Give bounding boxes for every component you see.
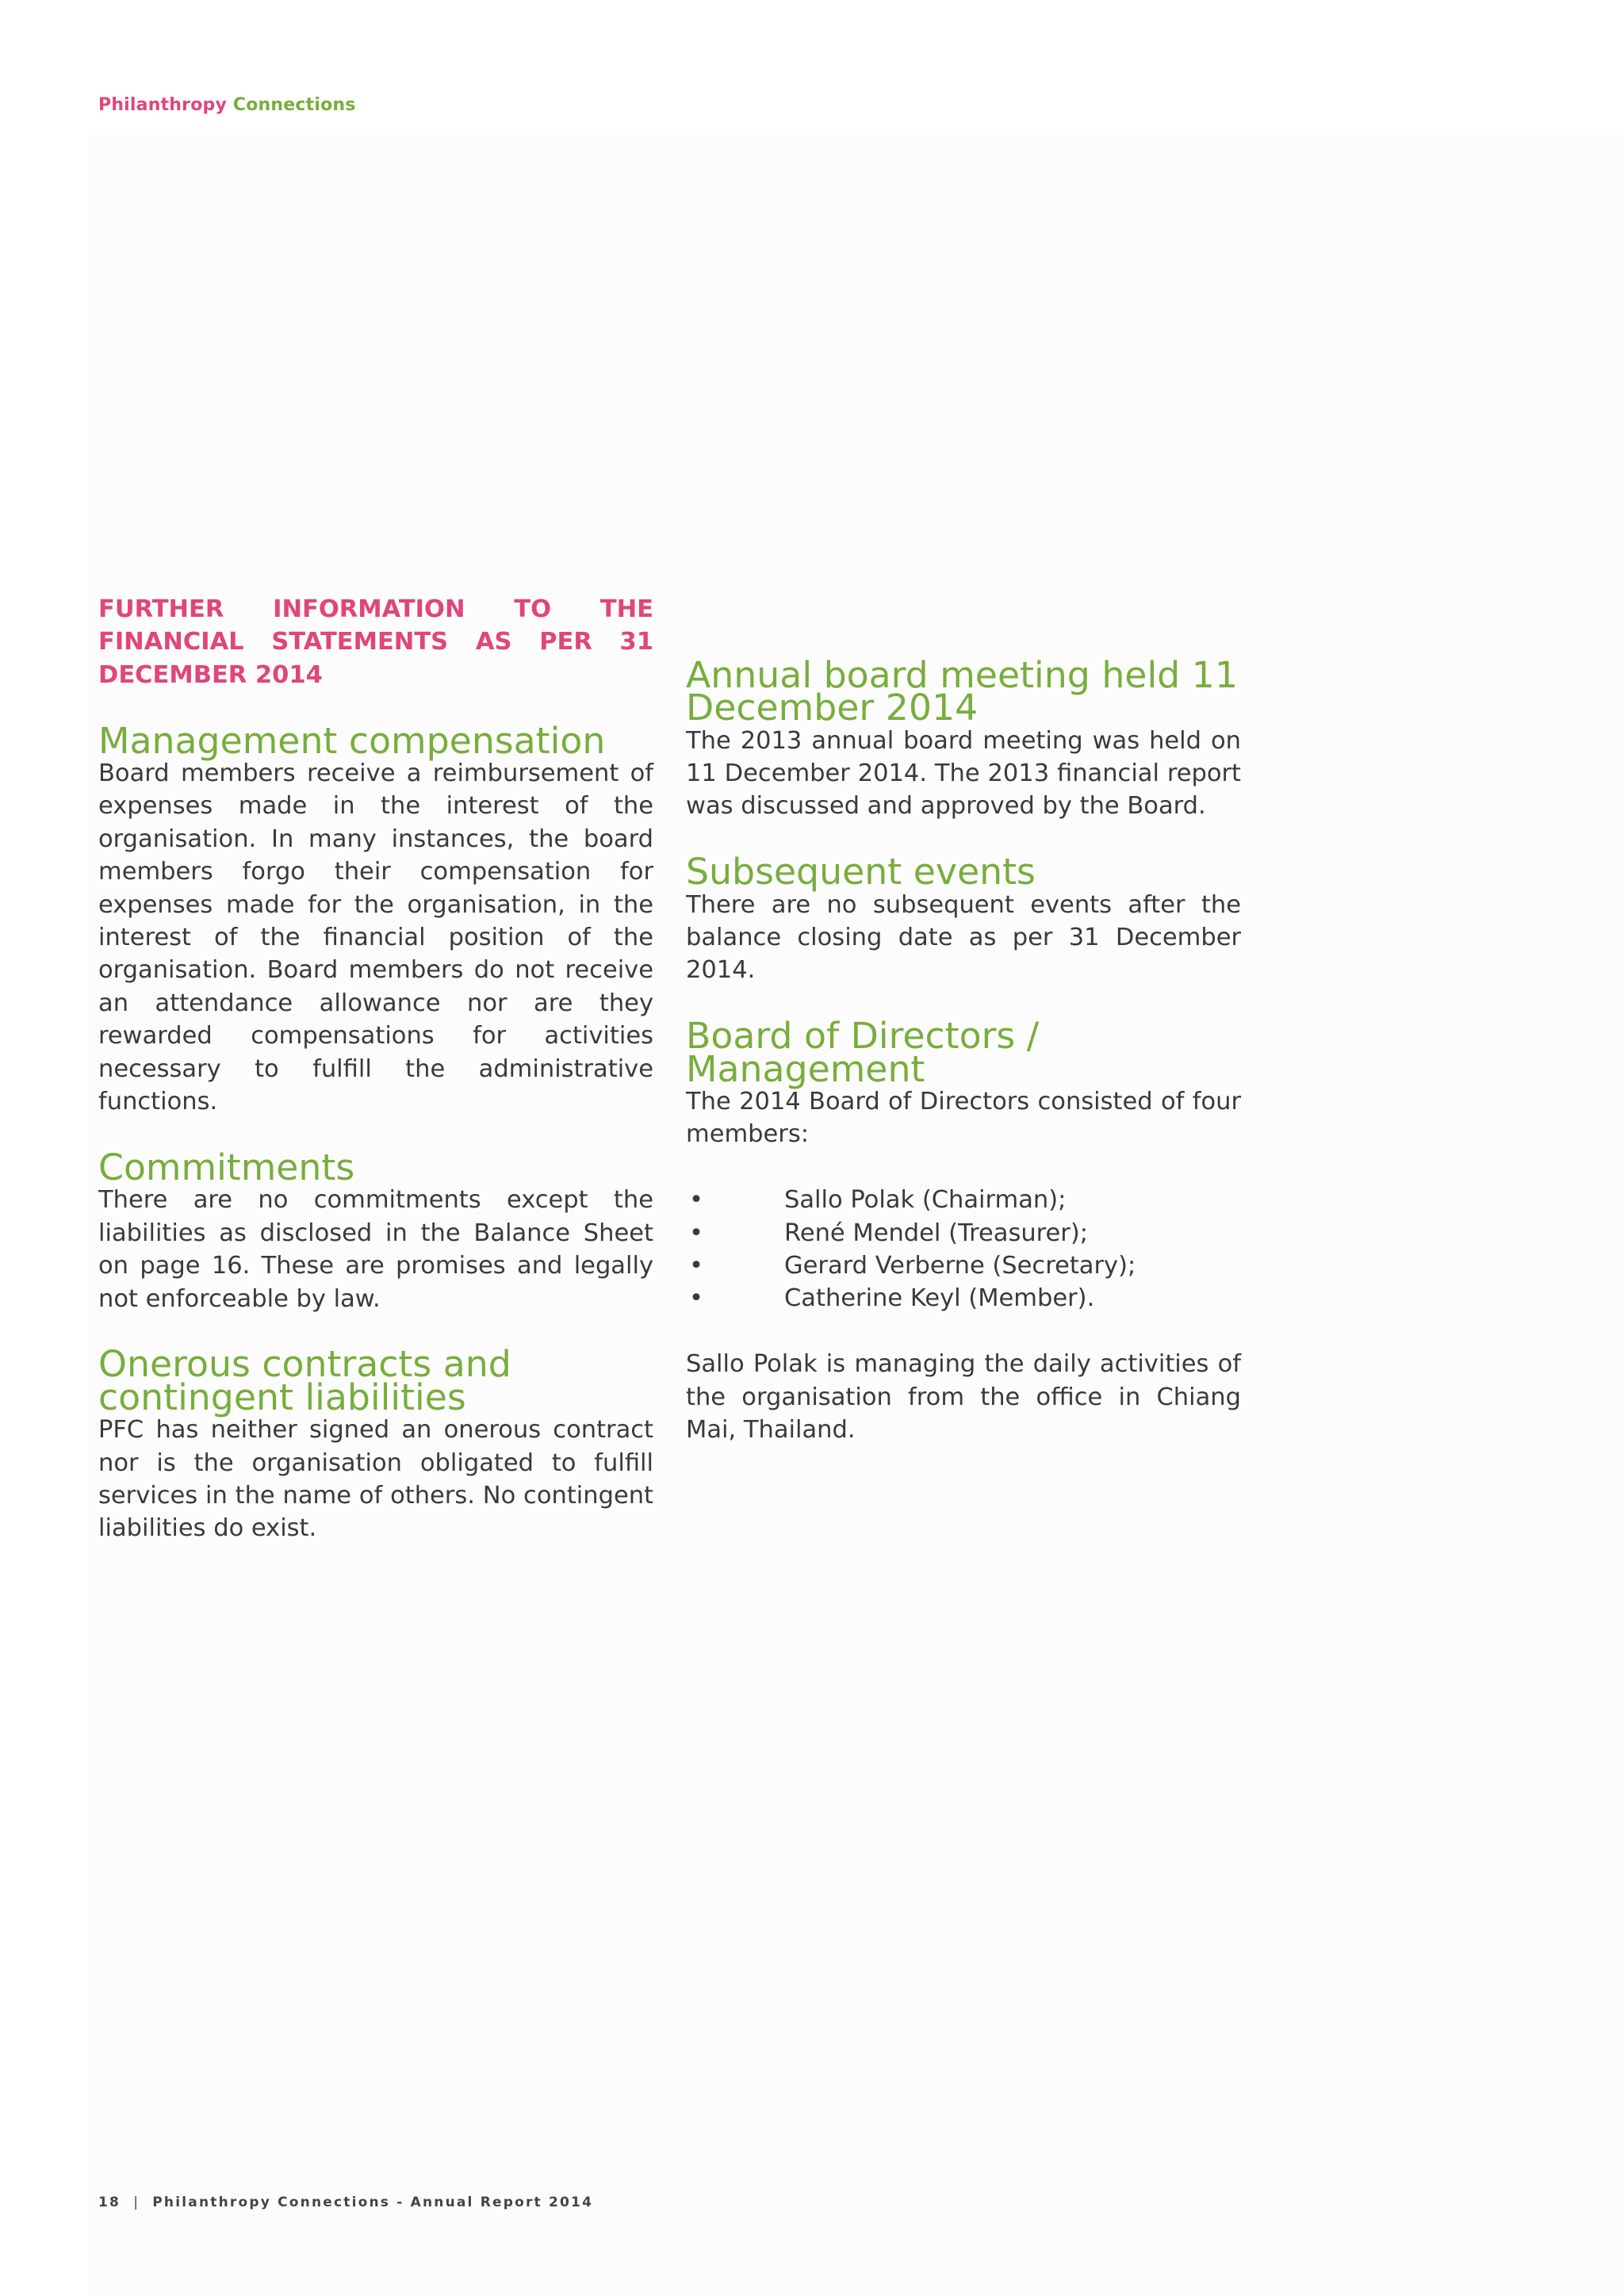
board-member-name: Gerard Verberne (Secretary); [784, 1252, 1136, 1280]
brand-philanthropy: Philanthropy [98, 95, 228, 115]
brand-header [98, 95, 356, 115]
bullet-icon: • [689, 1186, 703, 1215]
bullet-icon: • [689, 1219, 703, 1247]
section-heading-management-compensation: Management compensation [98, 719, 606, 762]
section-heading-subsequent-events: Subsequent events [686, 851, 1036, 894]
bullet-icon: • [689, 1252, 703, 1280]
page-title: FURTHER INFORMATION TO THE FINANCIAL STATEMENTS AS PER 31 DECEMBER 2014 [98, 595, 653, 689]
section-body-subsequent-events: There are no subsequent events after the balance closing date as per 31 December 2014. [686, 890, 1241, 985]
list-item [686, 1282, 1241, 1314]
brand-connections: Connections [232, 95, 356, 115]
board-member-name: Catherine Keyl (Member). [784, 1284, 1095, 1313]
list-item [686, 1249, 1241, 1282]
bullet-icon: • [689, 1284, 703, 1313]
section-body-commitments: There are no commitments except the liabilities as disclosed in the Balance Sheet on page 16. These are promises and legally not enforceable by law. [98, 1186, 653, 1313]
section-heading-annual-board-meeting: Annual board meeting held 11 December 2014 [686, 653, 1238, 729]
footer-separator: | [133, 2195, 140, 2210]
section-body-management-compensation: Board members receive a reimbursement of expenses made in the interest of the organisation. In many instances, the board members forgo their compensation for expenses made for the organisation, in the interest of the financial position of the organisation. Board members do not receive an attendance allowance nor are they rewarded compensations for activities necessary to fulfill the administrative functions. [98, 760, 653, 1116]
closing-paragraph: Sallo Polak is managing the daily activities of the organisation from the office in Chiang Mai, Thailand. [686, 1350, 1241, 1445]
section-heading-board-of-directors: Board of Directors / Management [686, 1015, 1040, 1090]
board-member-name: René Mendel (Treasurer); [784, 1219, 1089, 1247]
footer-text: Philanthropy Connections - Annual Report 2014 [152, 2195, 594, 2210]
board-member-name: Sallo Polak (Chairman); [784, 1186, 1067, 1215]
section-heading-onerous-contracts: Onerous contracts and contingent liabilities [98, 1343, 511, 1418]
page-footer [98, 2195, 593, 2210]
list-item [686, 1184, 1241, 1216]
left-column [98, 593, 653, 1578]
list-item [686, 1217, 1241, 1249]
section-body-onerous-contracts: PFC has neither signed an onerous contract nor is the organisation obligated to fulfill services in the name of others. No contingent liabilities do exist. [98, 1416, 653, 1543]
page-number: 18 [98, 2195, 121, 2210]
section-heading-commitments: Commitments [98, 1146, 355, 1188]
section-body-board-of-directors: The 2014 Board of Directors consisted of four members: [686, 1088, 1241, 1149]
right-column [686, 593, 1241, 1479]
section-body-annual-board-meeting: The 2013 annual board meeting was held on 11 December 2014. The 2013 financial report was discussed and approved by the Board. [686, 726, 1241, 821]
column-spacer [686, 593, 1241, 626]
board-members-list [686, 1184, 1241, 1315]
